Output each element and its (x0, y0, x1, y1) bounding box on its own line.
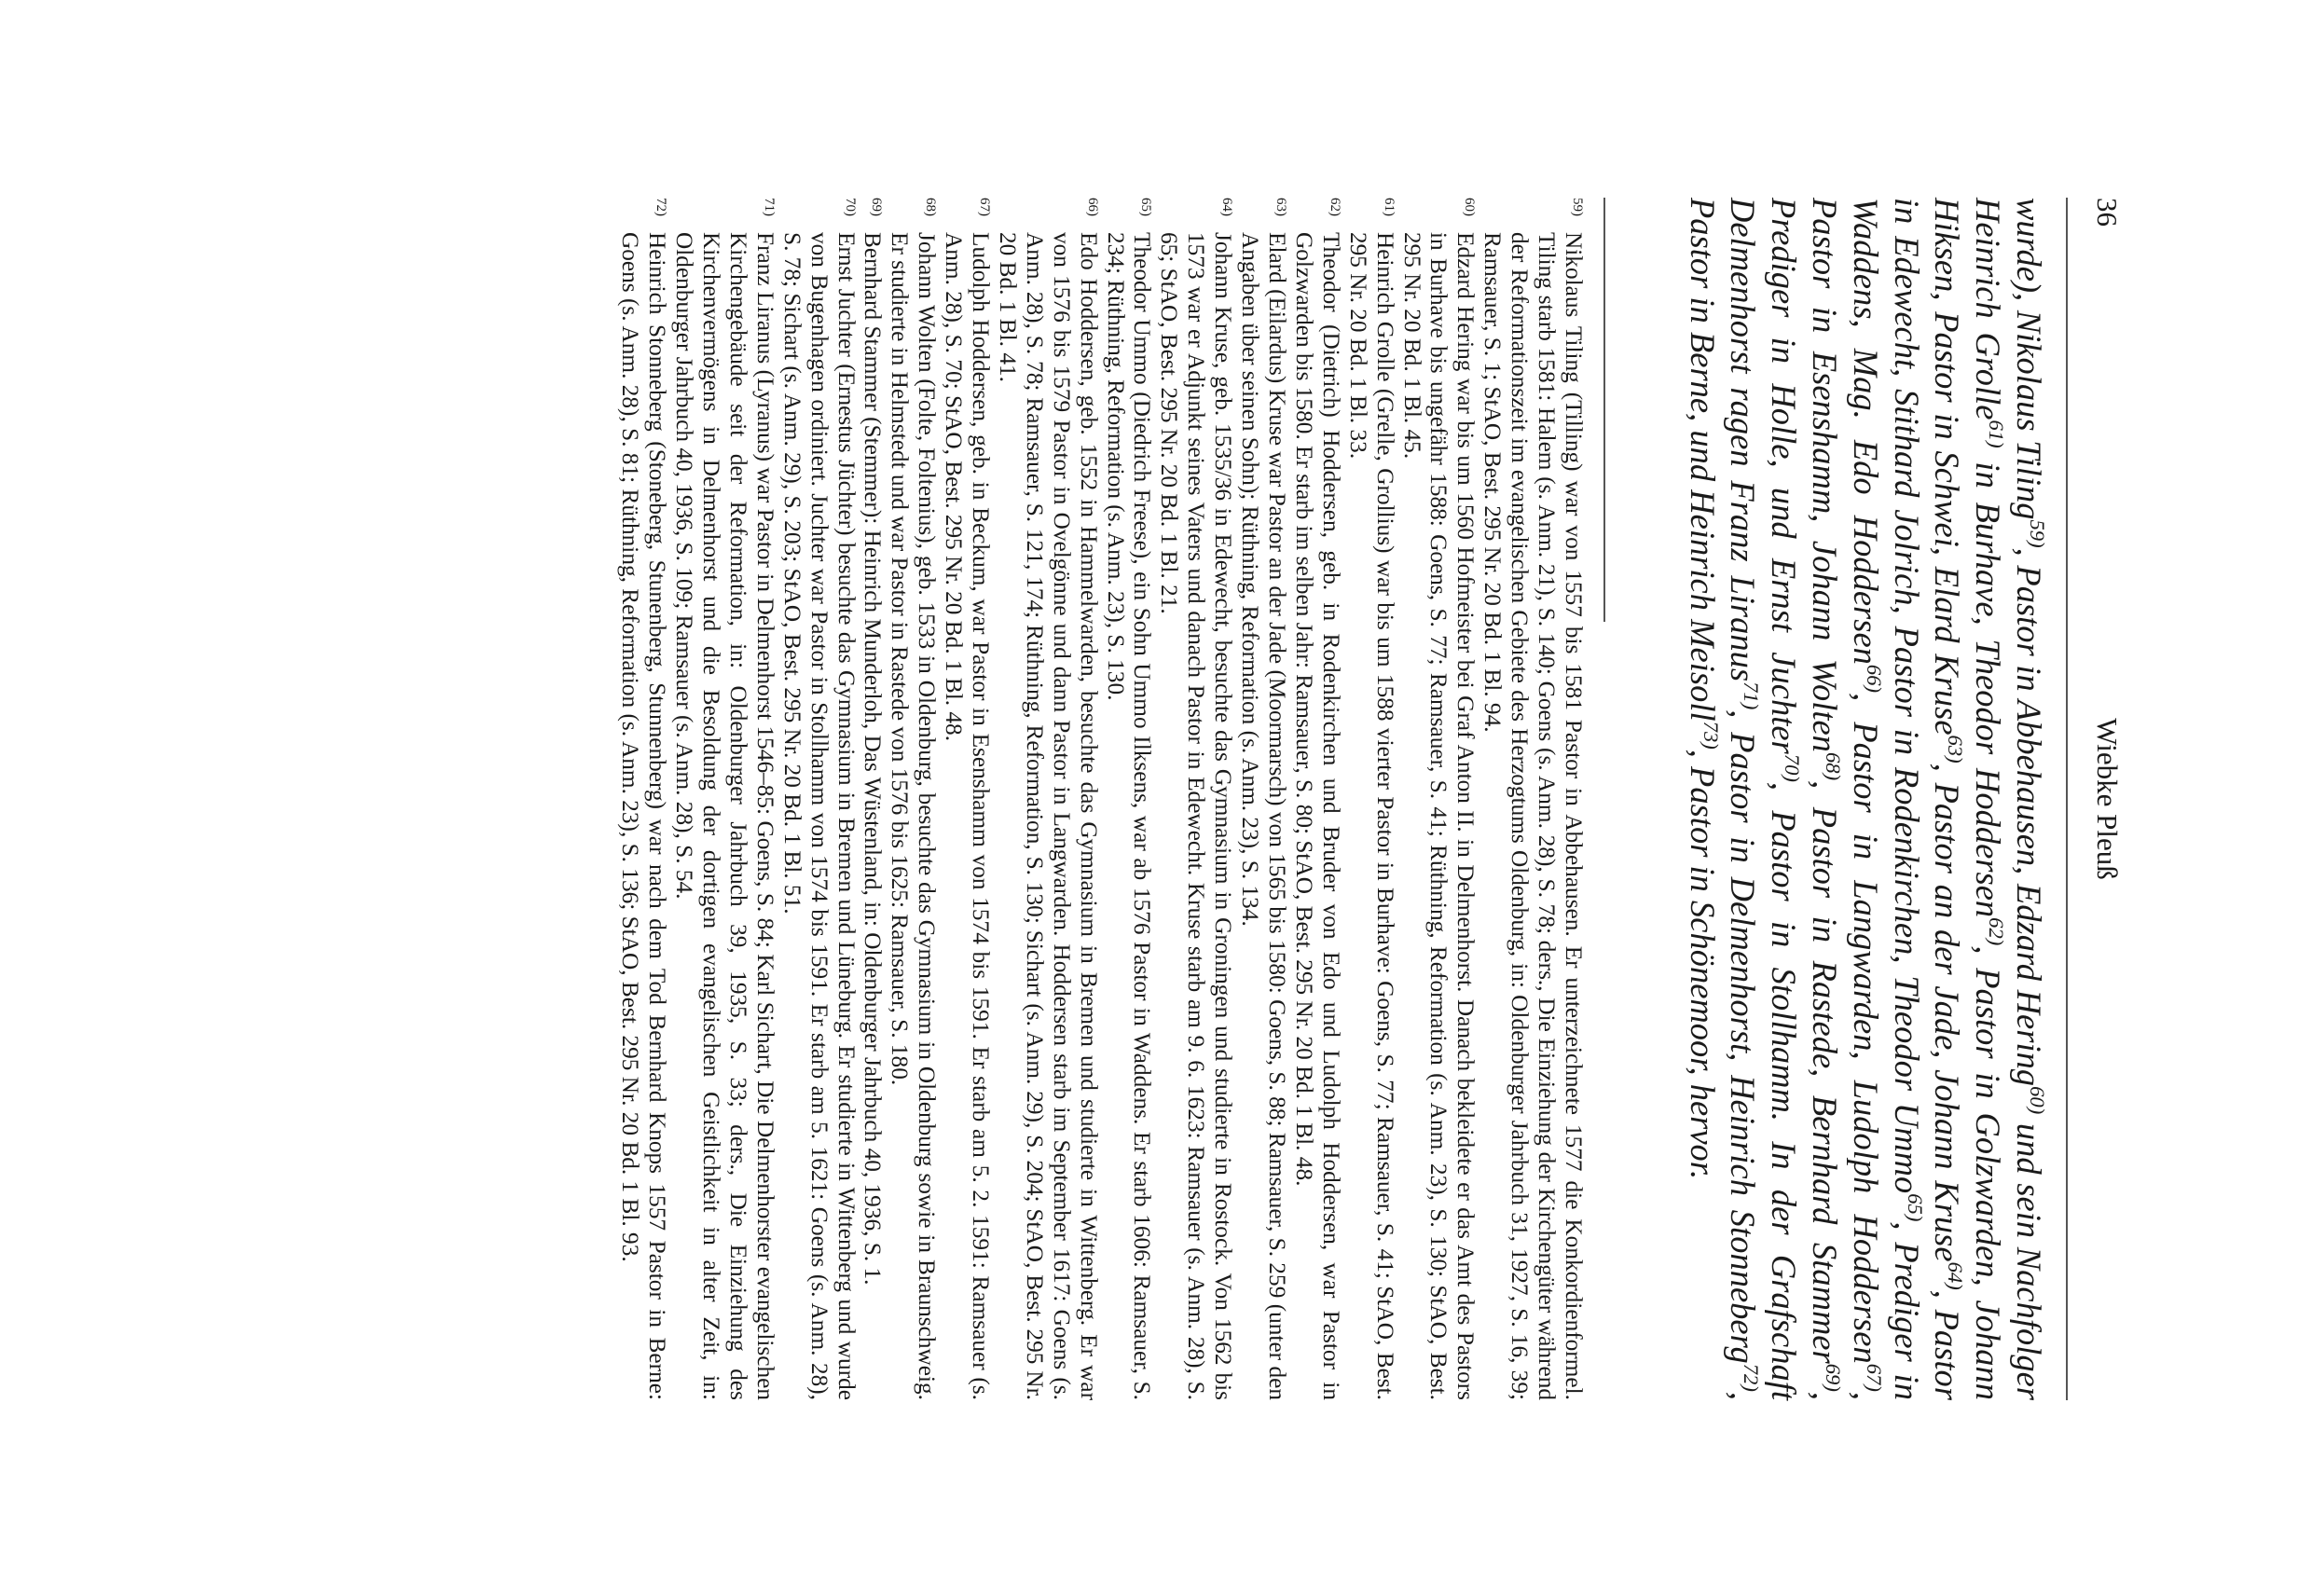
footnote-number: 72) (654, 198, 669, 216)
footnote (1344, 198, 1398, 1400)
body-text (1682, 198, 2049, 1400)
body-text-run: , Pastor in Esenshamm, Johann Wolten (1806, 198, 1885, 1400)
footnote-reference: 63) (1944, 735, 1968, 764)
footnote-reference: 67) (1862, 1363, 1886, 1392)
footnote-reference: 66) (1862, 664, 1886, 694)
footnote (670, 198, 778, 1400)
footnote-text: Edo Hoddersen, geb. 1552 in Hammelwarden, besuchte das Gymnasium in Bremen und studierte in Wittenberg. Er war von 1576 bis 1579 Pastor in Ovelgönne und dann Pastor in Langwarden. Hoddersen starb im September 1617: Goens (s. Anm. 28), S. 78; Ramsauer, S. 121, 174; Rüthning, Reformation, S. 130; Sichart (s. Anm. 29), S. 204; StAO, Best. 295 Nr. 20 Bd. 1 Bl. 41. (994, 232, 1102, 1400)
footnote-text: Johann Kruse, geb. 1535/36 in Edewecht, besuchte das Gymnasium in Groningen und studierte in Rostock. Von 1562 bis 1573 war er Adjunkt seines Vaters und danach Pastor in Edewecht. Kruse starb am 9. 6. 1623: Ramsauer (s. Anm. 28), S. 65; StAO, Best. 295 Nr. 20 Bd. 1 Bl. 21. (1156, 232, 1237, 1400)
footnote-text: Theodor (Dietrich) Hoddersen, geb. in Rodenkirchen und Bruder von Edo und Ludolph Hoddersen, war Pastor in Golzwarden bis 1580. Er starb im selben Jahr: Ramsauer, S. 80; StAO, Best. 295 Nr. 20 Bd. 1 Bl. 48. (1290, 232, 1344, 1400)
footnote (940, 198, 994, 1400)
body-text-run: , Pastor in Edewecht, Stithard Jolrich, Pastor in Rodenkirchen, Theodor Ummo (1887, 198, 1967, 1400)
footnote-number: 64) (1219, 198, 1235, 216)
footnote-reference: 70) (1781, 753, 1805, 782)
footnote (1102, 198, 1156, 1400)
footnote-number: 61) (1381, 198, 1397, 216)
footnote-number: 59) (1570, 198, 1585, 216)
footnote-text: Heinrich Stonneberg (Stoneberg, Stunenberg, Stunnenberg) war nach dem Tod Bernhard Knops 1557 Pastor in Berne: Goens (s. Anm. 28), S. 81; Rüthning, Reformation (s. Anm. 23), S. 136; StAO, Best. 295 Nr. 20 Bd. 1 Bl. 93. (617, 232, 671, 1400)
footnote-reference: 65) (1903, 1193, 1927, 1222)
body-text-run: in Burhave, Theodor Hoddersen (1969, 447, 2008, 918)
footnote (1236, 198, 1290, 1400)
footnote-number: 62) (1327, 198, 1342, 216)
running-head (2079, 198, 2135, 1400)
footnote-reference: 69) (1822, 1363, 1846, 1392)
body-text-run: , Pastor in Schönemoor, hervor. (1683, 749, 1722, 1180)
footnote (886, 198, 940, 1400)
body-text-run: , Prediger in Holle, und Ernst Juchter (1765, 198, 1845, 1401)
footnote-number: 67) (977, 198, 993, 216)
footnotes (616, 198, 1587, 1400)
footnote-text: Theodor Ummo (Diedrich Freese), ein Sohn Ummo Ilksens, war ab 1576 Pastor in Waddens. Er starb 1606: Ramsauer, S. 234; Rüthning, Reformation (s. Anm. 23), S. 130. (1102, 232, 1156, 1400)
body-text-run: , Pastor in Stollhamm. In der Grafschaft Delmenhorst ragen Franz Liranus (1724, 198, 1804, 1400)
running-title: Wiebke Pleuß (2091, 718, 2124, 880)
footnote (1479, 198, 1587, 1400)
footnote-number: 66) (1084, 198, 1100, 216)
footnote (778, 198, 860, 1400)
footnote-rule (1603, 198, 1605, 622)
footnote-reference: 64) (1944, 1261, 1968, 1290)
footnote-text: Franz Liranus (Lyranus) war Pastor in Delmenhorst 1546–85: Goens, S. 84; Karl Sichart, Die Delmenhorster evangelischen Kirchengebäude seit der Reformation, in: Oldenburger Jahrbuch 39, 1935, S. 33; ders., Die Einziehung des Kirchenvermögens in Delmenhorst und die Besoldung der dortigen evangelischen Geistlichkeit in alter Zeit, in: Oldenburger Jahrbuch 40, 1936, S. 109; Ramsauer (s. Anm. 28), S. 54. (671, 232, 778, 1400)
footnote (1156, 198, 1237, 1400)
footnote-number: 63) (1273, 198, 1289, 216)
header-rule (2066, 198, 2068, 1400)
footnote-number: 71) (761, 198, 777, 216)
footnote-reference: 59) (2026, 519, 2050, 548)
footnote-text: Elard (Eilardus) Kruse war Pastor an der Jade (Moormarsch) von 1565 bis 1580: Goens, S. 88; Ramsauer, S. 259 (unter den Angaben über seinen Sohn); Rüthning, Reformation (s. Anm. 23), S. 134. (1237, 232, 1291, 1400)
body-text-run: , Pastor in Delmenhorst, Heinrich Stonneberg (1724, 709, 1763, 1364)
body-text-run: wurde), Nikolaus Tiling (2010, 198, 2048, 520)
footnote-text: Ernst Juchter (Ernestus Jüchter) besuchte das Gymnasium in Bremen und Lüneburg. Er studierte in Wittenberg und wurde von Bugenhagen ordiniert. Juchter war Pastor in Stollhamm von 1574 bis 1591. Er starb am 5. 1621: Goens (s. Anm. 28), S. 78; Sichart (s. Anm. 29), S. 203; StAO, Best. 295 Nr. 20 Bd. 1 Bl. 51. (778, 232, 860, 1400)
footnote-text: Johann Wolten (Folte, Foltenius), geb. 1533 in Oldenburg, besuchte das Gymnasium in Oldenburg sowie in Braunschweig. Er studierte in Helmstedt und war Pastor in Rastede von 1576 bis 1625: Ramsauer, S. 180. (887, 232, 941, 1400)
body-text-run: und sein Nachfolger Heinrich Grolle (1969, 198, 2048, 1400)
footnote-reference: 72) (1740, 1363, 1764, 1392)
footnote-number: 70) (842, 198, 858, 216)
footnote-text: Edzard Hering war bis um 1560 Hofmeister bei Graf Anton II. in Delmenhorst. Danach bekleidete er das Amt des Pastors in Burhave bis ungefähr 1588: Goens, S. 77; Ramsauer, S. 41; Rüthning, Reformation (s. Anm. 23), S. 130; StAO, Best. 295 Nr. 20 Bd. 1 Bl. 45. (1398, 232, 1479, 1400)
body-text-run: , Pastor in Abbehausen, Edzard Hering (2010, 547, 2048, 1087)
footnote-text: Ludolph Hoddersen, geb. in Beckum, war Pastor in Esenshamm von 1574 bis 1591. Er starb am 5. 2. 1591: Ramsauer (s. Anm. 28), S. 70; StAO, Best. 295 Nr. 20 Bd. 1 Bl. 48. (941, 232, 995, 1400)
page-number: 36 (2091, 198, 2124, 227)
footnote-text: Bernhard Stammer (Stemmer): Heinrich Munderloh, Das Wüstenland, in: Oldenburger Jahrbuch 40, 1936, S. 1. (860, 232, 887, 1286)
footnote-reference: 68) (1822, 751, 1846, 781)
footnote-reference: 71) (1740, 681, 1764, 710)
footnote (616, 198, 670, 1400)
footnote-text: Heinrich Grolle (Grelle, Grollius) war bis um 1588 vierter Pastor in Burhave: Goens, S. 77; Ramsauer, S. 41; StAO, Best. 295 Nr. 20 Bd. 1 Bl. 33. (1344, 232, 1398, 1400)
body-text-run: , Pastor an der Jade, Johann Kruse (1928, 763, 1967, 1262)
footnote (1290, 198, 1344, 1400)
body-text-run: , Pastor in Rastede, Bernhard Stammer (1806, 780, 1845, 1364)
footnote (1398, 198, 1479, 1400)
footnote-reference: 62) (1985, 917, 2009, 946)
body-text-run: , Pastor in Langwarden, Ludolph Hoddersen (1846, 693, 1885, 1364)
body-text-run: , Prediger in Waddens, Mag. Edo Hoddersen (1846, 198, 1926, 1400)
footnote (994, 198, 1102, 1400)
footnote-reference: 60) (2026, 1086, 2050, 1115)
footnote-number: 65) (1138, 198, 1154, 216)
footnote-reference: 61) (1985, 420, 2009, 448)
footnote-number: 68) (923, 198, 939, 216)
footnote-number: 60) (1462, 198, 1478, 216)
body-text-run: , Pastor in Berne, und Heinrich Meisoll (1683, 198, 1763, 1400)
footnote-text: Nikolaus Tiling (Tilling) war von 1557 bis 1581 Pastor in Abbehausen. Er unterzeichnete 1577 die Konkordienformel. Tiling starb 1581: Halem (s. Anm. 21), S. 140; Goens (s. Anm. 28), S. 78; ders., Die Einziehung der Kirchengüter während der Reformationszeit im evangelischen Gebiete des Herzogtums Oldenburg, in: Oldenburger Jahrbuch 31, 1927, S. 16, 39; Ramsauer, S. 1; StAO, Best. 295 Nr. 20 Bd. 1 Bl. 94. (1479, 232, 1587, 1400)
body-text-run: , Pastor in Golzwarden, Johann Hiksen, Pastor in Schwei, Elard Kruse (1928, 198, 2008, 1400)
footnote (860, 198, 887, 1400)
footnote-number: 69) (869, 198, 885, 216)
footnote-reference: 73) (1699, 721, 1723, 750)
